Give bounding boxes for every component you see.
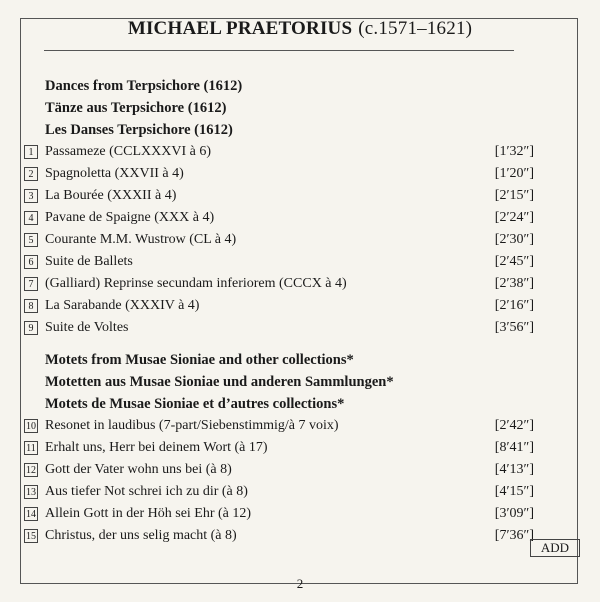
composer-name: MICHAEL PRAETORIUS bbox=[127, 18, 353, 39]
track-number: 5 bbox=[24, 233, 38, 247]
section1-title-en: Dances from Terpsichore (1612) bbox=[45, 78, 243, 94]
section1-title-de: Tänze aus Terpsichore (1612) bbox=[45, 100, 227, 116]
track-title: Suite de Voltes bbox=[45, 320, 129, 335]
track-number: 13 bbox=[26, 487, 36, 498]
track-duration: [2′15″] bbox=[494, 188, 534, 203]
section1-title-fr: Les Danses Terpsichore (1612) bbox=[45, 122, 233, 138]
track-title: Allein Gott in der Höh sei Ehr (à 12) bbox=[45, 506, 252, 521]
track-row bbox=[24, 506, 534, 526]
track-row bbox=[24, 320, 534, 340]
track-row bbox=[24, 440, 534, 460]
track-number: 2 bbox=[24, 167, 38, 181]
track-duration: [2′30″] bbox=[494, 232, 534, 247]
track-number: 3 bbox=[24, 189, 38, 203]
track-row bbox=[24, 276, 534, 296]
track-duration: [2′24″] bbox=[494, 210, 534, 225]
page-number: 2 bbox=[296, 576, 304, 591]
track-number: 6 bbox=[24, 255, 38, 269]
track-title: Christus, der uns selig macht (à 8) bbox=[45, 528, 237, 543]
track-number: 8 bbox=[24, 299, 38, 313]
track-number: 10 bbox=[26, 421, 36, 432]
track-title: La Bourée (XXXII à 4) bbox=[45, 188, 177, 203]
track-number: 7 bbox=[24, 277, 38, 291]
track-row bbox=[24, 188, 534, 208]
add-badge: ADD bbox=[530, 539, 580, 557]
composer-dates: (c.1571–1621) bbox=[358, 18, 473, 39]
track-number: 15 bbox=[26, 531, 36, 542]
track-row bbox=[24, 418, 534, 438]
track-row bbox=[24, 462, 534, 482]
track-title: Resonet in laudibus (7-part/Siebenstimmig/à 7 voix) bbox=[45, 418, 339, 433]
track-row bbox=[24, 144, 534, 164]
track-duration: [4′15″] bbox=[494, 484, 534, 499]
track-title: Gott der Vater wohn uns bei (à 8) bbox=[45, 462, 232, 477]
track-title: (Galliard) Reprinse secundam inferiorem (CCCX à 4) bbox=[45, 276, 347, 291]
track-title: Pavane de Spaigne (XXX à 4) bbox=[45, 210, 215, 225]
section2-title-de: Motetten aus Musae Sioniae und anderen Sammlungen* bbox=[45, 374, 394, 390]
track-duration: [4′13″] bbox=[494, 462, 534, 477]
track-row bbox=[24, 484, 534, 504]
track-duration: [3′56″] bbox=[494, 320, 534, 335]
track-duration: [2′45″] bbox=[494, 254, 534, 269]
track-row bbox=[24, 166, 534, 186]
track-duration: [2′42″] bbox=[494, 418, 534, 433]
track-duration: [3′09″] bbox=[494, 506, 534, 521]
page-header bbox=[0, 18, 600, 40]
track-number: 1 bbox=[24, 145, 38, 159]
track-row bbox=[24, 254, 534, 274]
track-duration: [2′38″] bbox=[494, 276, 534, 291]
section2-title-en: Motets from Musae Sioniae and other collections* bbox=[45, 352, 354, 368]
section2-title-fr: Motets de Musae Sioniae et d’autres collections* bbox=[45, 396, 345, 412]
track-title: Aus tiefer Not schrei ich zu dir (à 8) bbox=[45, 484, 248, 499]
track-title: La Sarabande (XXXIV à 4) bbox=[45, 298, 200, 313]
track-number: 14 bbox=[26, 509, 36, 520]
track-row bbox=[24, 298, 534, 318]
header-rule bbox=[44, 50, 514, 51]
track-row bbox=[24, 210, 534, 230]
track-duration: [1′20″] bbox=[494, 166, 534, 181]
track-title: Passameze (CCLXXXVI à 6) bbox=[45, 144, 212, 159]
track-title: Suite de Ballets bbox=[45, 254, 133, 269]
track-number: 12 bbox=[26, 465, 36, 476]
track-duration: [1′32″] bbox=[494, 144, 534, 159]
track-title: Courante M.M. Wustrow (CL à 4) bbox=[45, 232, 237, 247]
track-duration: [2′16″] bbox=[494, 298, 534, 313]
track-duration: [8′41″] bbox=[494, 440, 534, 455]
track-number: 9 bbox=[24, 321, 38, 335]
track-number: 11 bbox=[24, 441, 38, 455]
track-row bbox=[24, 232, 534, 252]
track-title: Spagnoletta (XXVII à 4) bbox=[45, 166, 184, 181]
track-title: Erhalt uns, Herr bei deinem Wort (à 17) bbox=[45, 440, 268, 455]
track-number: 4 bbox=[24, 211, 38, 225]
track-row bbox=[24, 528, 534, 548]
track-duration: [7′36″] bbox=[494, 528, 534, 543]
